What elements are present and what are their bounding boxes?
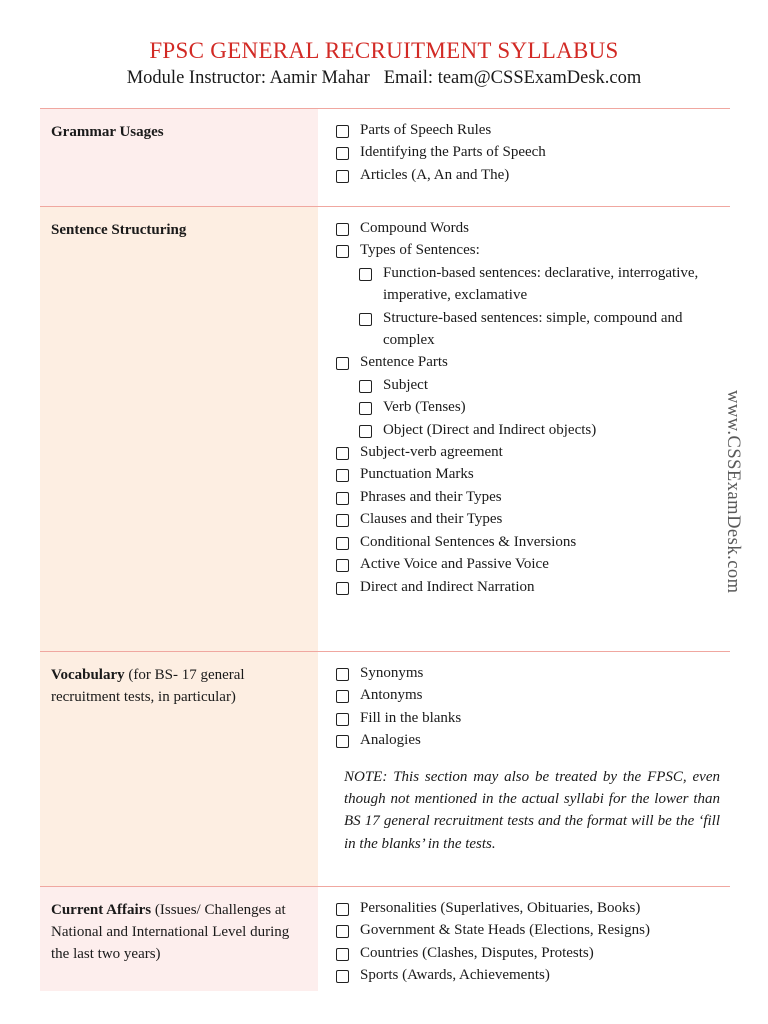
- checkbox-icon[interactable]: [336, 903, 349, 916]
- syllabus-table: [40, 108, 730, 991]
- topic-label: Countries (Clashes, Disputes, Protests): [360, 944, 594, 961]
- checkbox-icon[interactable]: [336, 537, 349, 550]
- topic-label: Subject: [383, 376, 428, 393]
- topic-item: [336, 964, 720, 986]
- topic-label: Personalities (Superlatives, Obituaries, Books): [360, 900, 641, 916]
- section-title-cell: [40, 109, 318, 206]
- watermark-url: www.CSSExamDesk.com: [723, 390, 743, 594]
- checkbox-icon[interactable]: [336, 125, 349, 138]
- checkbox-icon[interactable]: [336, 690, 349, 703]
- topic-label: Verb (Tenses): [383, 399, 466, 416]
- topic-label: Parts of Speech Rules: [360, 122, 492, 138]
- topic-label: Structure-based sentences: simple, compound and complex: [383, 309, 683, 349]
- topic-label: Direct and Indirect Narration: [360, 578, 535, 595]
- topic-label: Types of Sentences:: [360, 242, 480, 259]
- topic-label: Synonyms: [360, 665, 424, 681]
- topic-label: Fill in the blanks: [360, 709, 462, 726]
- topic-label: Punctuation Marks: [360, 466, 474, 483]
- section-title-cell: [40, 887, 318, 991]
- checkbox-icon[interactable]: [336, 357, 349, 370]
- topic-item: [336, 531, 720, 553]
- topic-label: Object (Direct and Indirect objects): [383, 421, 597, 438]
- checkbox-icon[interactable]: [359, 268, 372, 281]
- topic-item: [336, 119, 720, 141]
- topic-label: Identifying the Parts of Speech: [360, 144, 546, 161]
- checkbox-icon[interactable]: [359, 402, 372, 415]
- topic-item: [336, 897, 720, 919]
- checkbox-icon[interactable]: [336, 447, 349, 460]
- topic-item: [336, 239, 720, 261]
- section-current-affairs: [40, 886, 730, 991]
- section-title: Grammar Usages: [51, 124, 164, 140]
- checkbox-icon[interactable]: [336, 245, 349, 258]
- checkbox-icon[interactable]: [336, 713, 349, 726]
- topic-item: [336, 576, 720, 598]
- section-grammar: [40, 108, 730, 206]
- topic-item: [336, 662, 720, 684]
- topic-label: Phrases and their Types: [360, 488, 502, 505]
- section-note: NOTE: This section may also be treated by the FPSC, even though not mentioned in the actual syllabi for the lower than BS 17 general recruitment tests and the format will be the ‘fill in the blanks’ in the tests.: [344, 768, 720, 852]
- topic-item: [336, 441, 720, 463]
- topic-label: Articles (A, An and The): [360, 166, 510, 183]
- topic-item: [336, 684, 720, 706]
- section-title: Vocabulary: [51, 667, 125, 683]
- checkbox-icon[interactable]: [336, 514, 349, 527]
- section-title: Current Affairs: [51, 902, 152, 918]
- section-title-cell: [40, 207, 318, 651]
- topic-list: [336, 217, 720, 598]
- topic-item: [336, 508, 720, 530]
- page-subtitle: [0, 68, 768, 89]
- topic-item: [336, 942, 720, 964]
- checkbox-icon[interactable]: [359, 425, 372, 438]
- topic-item: [336, 217, 720, 239]
- topic-list: [336, 897, 720, 987]
- topic-label: Sentence Parts: [360, 354, 448, 371]
- checkbox-icon[interactable]: [336, 948, 349, 961]
- email-label: Email: team@CSSExamDesk.com: [383, 68, 642, 88]
- topic-label: Analogies: [360, 732, 421, 749]
- section-vocabulary: [40, 651, 730, 886]
- section-title-cell: [40, 652, 318, 886]
- topic-label: Conditional Sentences & Inversions: [360, 533, 577, 550]
- topic-item: [336, 463, 720, 485]
- checkbox-icon[interactable]: [336, 492, 349, 505]
- checkbox-icon[interactable]: [336, 925, 349, 938]
- instructor-label: Module Instructor: Aamir Mahar: [126, 68, 370, 88]
- topic-item: [336, 164, 720, 186]
- checkbox-icon[interactable]: [336, 970, 349, 983]
- topic-list: [336, 119, 720, 186]
- checkbox-icon[interactable]: [336, 147, 349, 160]
- topic-list: [336, 662, 720, 752]
- subtopic-item: [359, 396, 720, 418]
- page-title: FPSC GENERAL RECRUITMENT SYLLABUS: [149, 38, 619, 63]
- checkbox-icon[interactable]: [336, 582, 349, 595]
- checkbox-icon[interactable]: [359, 313, 372, 326]
- topic-item: [336, 919, 720, 941]
- checkbox-icon[interactable]: [359, 380, 372, 393]
- section-items-cell: [318, 652, 730, 886]
- topic-label: Function-based sentences: declarative, interrogative, imperative, exclamative: [383, 264, 699, 304]
- topic-item: [336, 486, 720, 508]
- subtopic-item: [359, 419, 720, 441]
- subtopic-item: [359, 374, 720, 396]
- section-items-cell: [318, 109, 730, 206]
- section-items-cell: [318, 887, 730, 991]
- checkbox-icon[interactable]: [336, 668, 349, 681]
- topic-label: Subject-verb agreement: [360, 444, 503, 461]
- checkbox-icon[interactable]: [336, 223, 349, 236]
- checkbox-icon[interactable]: [336, 559, 349, 572]
- topic-item: [336, 729, 720, 751]
- topic-item: [336, 351, 720, 373]
- topic-label: Government & State Heads (Elections, Resigns): [360, 922, 650, 939]
- topic-label: Sports (Awards, Achievements): [360, 967, 550, 984]
- checkbox-icon[interactable]: [336, 469, 349, 482]
- topic-label: Active Voice and Passive Voice: [360, 556, 549, 573]
- subtopic-item: [359, 262, 720, 307]
- topic-item: [336, 707, 720, 729]
- topic-label: Clauses and their Types: [360, 511, 503, 528]
- topic-label: Antonyms: [360, 687, 423, 704]
- section-title-note: (Issues/ Challenges at National and International Level during the last two years): [51, 902, 290, 962]
- section-title: Sentence Structuring: [51, 222, 187, 238]
- topic-item: [336, 141, 720, 163]
- topic-label: Compound Words: [360, 220, 469, 236]
- subtopic-item: [359, 307, 720, 352]
- section-title-note: (for BS- 17 general recruitment tests, in particular): [51, 667, 245, 705]
- checkbox-icon[interactable]: [336, 735, 349, 748]
- section-items-cell: [318, 207, 730, 651]
- topic-item: [336, 553, 720, 575]
- section-sentence: [40, 206, 730, 651]
- checkbox-icon[interactable]: [336, 170, 349, 183]
